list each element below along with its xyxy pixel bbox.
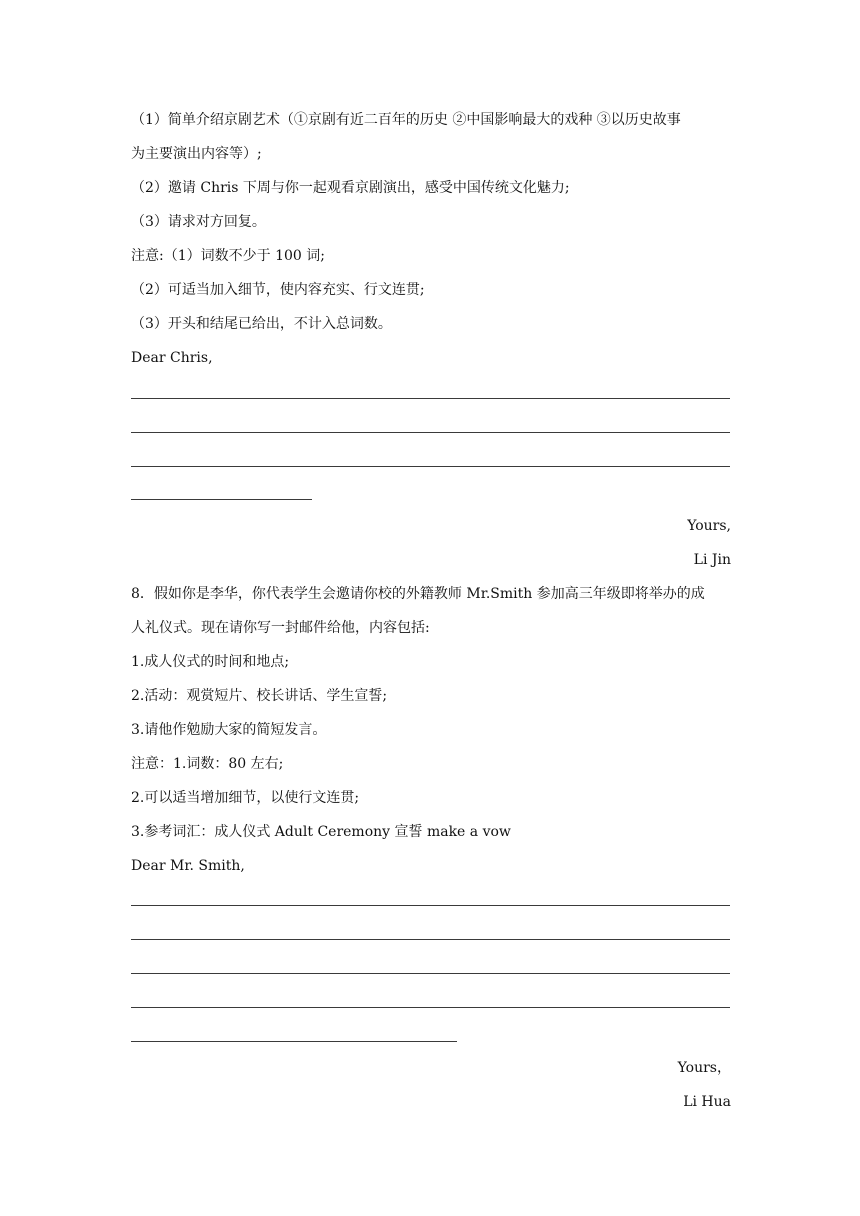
task8-answer-line-1 — [131, 905, 730, 906]
task7-requirement-2: （2）邀请 Chris 下周与你一起观看京剧演出，感受中国传统文化魅力; — [131, 180, 570, 196]
task8-closing: Yours， — [677, 1060, 731, 1076]
task7-requirement-1-line-1: （1）简单介绍京剧艺术（①京剧有近二百年的历史 ②中国影响最大的戏种 ③以历史故事 — [131, 112, 681, 128]
task8-greeting: Dear Mr. Smith, — [131, 858, 245, 874]
task8-intro-line-1: 8．假如你是李华，你代表学生会邀请你校的外籍教师 Mr.Smith 参加高三年级即将举办的成 — [131, 586, 705, 602]
task8-signature: Li Hua — [683, 1094, 731, 1110]
task8-note-1: 注意：1.词数：80 左右; — [131, 756, 284, 772]
task7-note-1: 注意:（1）词数不少于 100 词; — [131, 248, 325, 264]
task8-answer-line-3 — [131, 973, 730, 974]
task7-requirement-1-line-2: 为主要演出内容等）; — [131, 146, 262, 162]
task7-signature: Li Jin — [693, 552, 731, 568]
task7-answer-line-1 — [131, 398, 730, 399]
task7-answer-line-2 — [131, 432, 730, 433]
task8-item-3: 3.请他作勉励大家的简短发言。 — [131, 722, 327, 738]
task8-answer-line-5 — [131, 1041, 457, 1042]
task7-note-2: （2）可适当加入细节，使内容充实、行文连贯; — [131, 282, 425, 298]
task8-answer-line-4 — [131, 1007, 730, 1008]
task7-requirement-3: （3）请求对方回复。 — [131, 214, 266, 230]
task7-greeting: Dear Chris, — [131, 350, 213, 366]
task8-intro-line-2: 人礼仪式。现在请你写一封邮件给他，内容包括: — [131, 620, 430, 636]
task8-note-3: 3.参考词汇：成人仪式 Adult Ceremony 宣誓 make a vow — [131, 824, 511, 840]
task8-note-2: 2.可以适当增加细节，以使行文连贯; — [131, 790, 360, 806]
task8-item-2: 2.活动：观赏短片、校长讲话、学生宣誓; — [131, 688, 388, 704]
task8-answer-line-2 — [131, 939, 730, 940]
task7-note-3: （3）开头和结尾已给出，不计入总词数。 — [131, 316, 392, 332]
task7-answer-line-4 — [131, 499, 312, 500]
task7-closing: Yours, — [687, 518, 731, 534]
task7-answer-line-3 — [131, 466, 730, 467]
task8-item-1: 1.成人仪式的时间和地点; — [131, 654, 290, 670]
